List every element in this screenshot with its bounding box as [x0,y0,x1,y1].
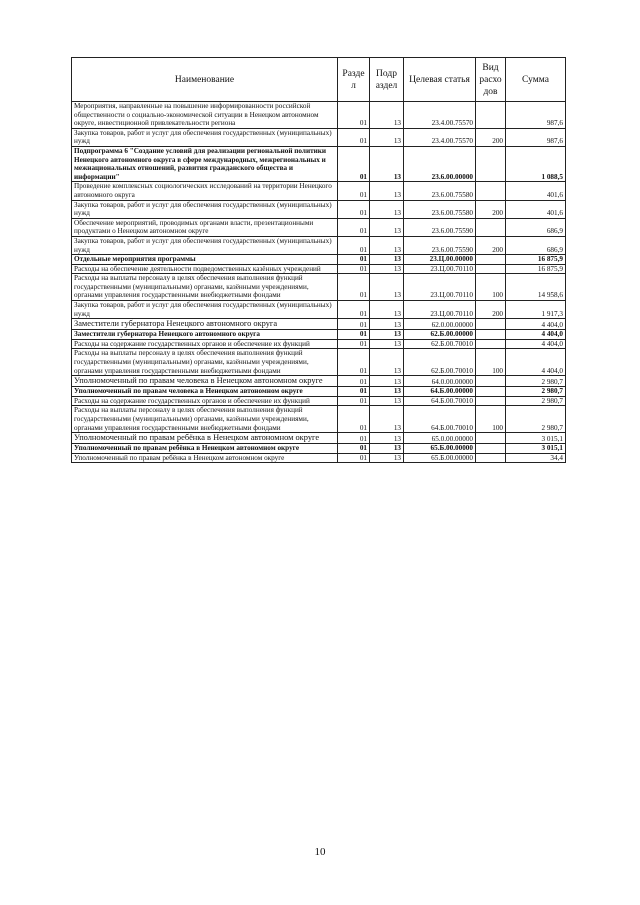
row-name: Закупка товаров, работ и услуг для обеспечения государственных (муниципальных) нужд [72,128,338,146]
row-razdel: 01 [338,301,370,319]
row-podrazdel: 13 [370,433,404,444]
row-name: Расходы на выплаты персоналу в целях обеспечения выполнения функций государственными (муниципальными) органами, казёнными учреждениями, органами управления государственными внебюджетными фондами [72,274,338,301]
row-name: Мероприятия, направленные на повышение информированности российской общественности о социально-экономической ситуации в Ненецком автономном округе, инвестиционной привлекательности региона [72,102,338,129]
header-sum: Сумма [506,58,566,102]
row-razdel: 01 [338,396,370,406]
table-row [72,319,566,330]
row-razdel: 01 [338,453,370,463]
row-target-article: 62.Б.00.70010 [404,339,476,349]
row-podrazdel: 13 [370,339,404,349]
row-target-article: 23.Ц.00.70110 [404,264,476,274]
row-sum: 987,6 [506,102,566,129]
row-razdel: 01 [338,330,370,340]
row-name: Уполномоченный по правам человека в Ненецком автономном округе [72,376,338,387]
row-name: Уполномоченный по правам ребёнка в Ненецком автономном округе [72,444,338,454]
table-row [72,255,566,265]
row-expense-type: 100 [476,349,506,376]
row-sum: 14 958,6 [506,274,566,301]
row-expense-type [476,396,506,406]
row-expense-type [476,387,506,397]
table-header-row [72,58,566,102]
row-name: Расходы на выплаты персоналу в целях обеспечения выполнения функций государственными (муниципальными) органами, казёнными учреждениями, органами управления государственными внебюджетными фондами [72,349,338,376]
table-row [72,433,566,444]
row-razdel: 01 [338,236,370,254]
row-razdel: 01 [338,433,370,444]
row-podrazdel: 13 [370,301,404,319]
row-target-article: 64.Б.00.70010 [404,396,476,406]
page-number: 10 [314,846,326,858]
row-expense-type [476,102,506,129]
row-sum: 401,6 [506,200,566,218]
row-sum: 2 980,7 [506,387,566,397]
table-row [72,128,566,146]
row-sum: 987,6 [506,128,566,146]
row-target-article: 23.4.00.75570 [404,102,476,129]
row-name: Закупка товаров, работ и услуг для обеспечения государственных (муниципальных) нужд [72,236,338,254]
row-razdel: 01 [338,218,370,236]
row-sum: 4 404,0 [506,330,566,340]
row-target-article: 23.6.00.75590 [404,236,476,254]
row-target-article: 23.Ц.00.70110 [404,301,476,319]
row-name: Подпрограмма 6 "Создание условий для реализации региональной политики Ненецкого автономного округа в сфере международных, межрегиональных и межнациональных отношений, развития гражданского общества и информации" [72,146,338,181]
row-target-article: 23.6.00.00000 [404,146,476,181]
table-row [72,218,566,236]
row-razdel: 01 [338,128,370,146]
row-expense-type: 100 [476,274,506,301]
row-razdel: 01 [338,182,370,200]
row-podrazdel: 13 [370,387,404,397]
header-razdel: Разде л [338,58,370,102]
row-razdel: 01 [338,376,370,387]
row-target-article: 23.4.00.75570 [404,128,476,146]
row-expense-type [476,444,506,454]
row-expense-type [476,264,506,274]
row-target-article: 62.Б.00.00000 [404,330,476,340]
row-target-article: 23.Ц.00.70110 [404,274,476,301]
table-row [72,387,566,397]
row-name: Обеспечение мероприятий, проводимых органами власти, презентационными продуктами о Ненецком автономном округе [72,218,338,236]
row-name: Расходы на обеспечение деятельности подведомственных казённых учреждений [72,264,338,274]
row-podrazdel: 13 [370,102,404,129]
table-row [72,274,566,301]
header-name: Наименование [72,58,338,102]
row-podrazdel: 13 [370,349,404,376]
row-target-article: 64.Б.00.00000 [404,387,476,397]
row-podrazdel: 13 [370,319,404,330]
row-target-article: 64.Б.00.70010 [404,406,476,433]
row-podrazdel: 13 [370,274,404,301]
row-sum: 16 875,9 [506,255,566,265]
row-podrazdel: 13 [370,218,404,236]
row-razdel: 01 [338,102,370,129]
row-name: Уполномоченный по правам человека в Ненецком автономном округе [72,387,338,397]
row-podrazdel: 13 [370,255,404,265]
table-row [72,146,566,181]
row-name: Проведение комплексных социологических исследований на территории Ненецкого автономного округа [72,182,338,200]
row-razdel: 01 [338,387,370,397]
row-name: Расходы на содержание государственных органов и обеспечение их функций [72,339,338,349]
row-podrazdel: 13 [370,146,404,181]
row-sum: 2 980,7 [506,396,566,406]
table-body [72,102,566,463]
table-row [72,102,566,129]
row-expense-type [476,218,506,236]
budget-table [71,57,566,463]
row-sum: 3 015,1 [506,433,566,444]
row-target-article: 65.Б.00.00000 [404,444,476,454]
table-row [72,406,566,433]
table-row [72,444,566,454]
row-target-article: 62.0.00.00000 [404,319,476,330]
row-podrazdel: 13 [370,128,404,146]
row-target-article: 62.Б.00.70010 [404,349,476,376]
row-podrazdel: 13 [370,236,404,254]
row-sum: 3 015,1 [506,444,566,454]
row-razdel: 01 [338,319,370,330]
row-expense-type: 200 [476,236,506,254]
row-razdel: 01 [338,444,370,454]
table-row [72,264,566,274]
row-expense-type [476,433,506,444]
table-row [72,301,566,319]
row-podrazdel: 13 [370,406,404,433]
row-target-article: 64.0.00.00000 [404,376,476,387]
row-podrazdel: 13 [370,453,404,463]
row-name: Расходы на содержание государственных органов и обеспечение их функций [72,396,338,406]
row-expense-type [476,339,506,349]
row-target-article: 65.0.00.00000 [404,433,476,444]
row-sum: 686,9 [506,236,566,254]
row-razdel: 01 [338,349,370,376]
row-name: Расходы на выплаты персоналу в целях обеспечения выполнения функций государственными (муниципальными) органами, казёнными учреждениями, органами управления государственными внебюджетными фондами [72,406,338,433]
row-expense-type [476,146,506,181]
row-sum: 4 404,0 [506,319,566,330]
table-row [72,236,566,254]
header-vid: Вид расхо дов [476,58,506,102]
table-row [72,339,566,349]
table-row [72,396,566,406]
row-sum: 1 088,5 [506,146,566,181]
row-expense-type [476,453,506,463]
row-podrazdel: 13 [370,444,404,454]
row-podrazdel: 13 [370,396,404,406]
header-podrazdel: Подр аздел [370,58,404,102]
table-row [72,182,566,200]
table-row [72,349,566,376]
row-podrazdel: 13 [370,264,404,274]
row-sum: 1 917,3 [506,301,566,319]
row-sum: 2 980,7 [506,406,566,433]
row-sum: 34,4 [506,453,566,463]
table-row [72,453,566,463]
row-expense-type [476,330,506,340]
row-target-article: 23.6.00.75590 [404,218,476,236]
row-name: Уполномоченный по правам ребёнка в Ненецком автономном округе [72,433,338,444]
row-expense-type: 200 [476,200,506,218]
row-target-article: 23.Ц.00.00000 [404,255,476,265]
row-name: Заместители губернатора Ненецкого автономного округа [72,319,338,330]
row-razdel: 01 [338,255,370,265]
row-podrazdel: 13 [370,182,404,200]
row-name: Уполномоченный по правам ребёнка в Ненецком автономном округе [72,453,338,463]
row-podrazdel: 13 [370,330,404,340]
row-sum: 4 404,0 [506,349,566,376]
row-name: Закупка товаров, работ и услуг для обеспечения государственных (муниципальных) нужд [72,200,338,218]
row-name: Отдельные мероприятия программы [72,255,338,265]
row-razdel: 01 [338,200,370,218]
row-razdel: 01 [338,264,370,274]
row-podrazdel: 13 [370,200,404,218]
row-target-article: 23.6.00.75580 [404,200,476,218]
row-expense-type [476,319,506,330]
row-sum: 401,6 [506,182,566,200]
row-razdel: 01 [338,146,370,181]
row-name: Закупка товаров, работ и услуг для обеспечения государственных (муниципальных) нужд [72,301,338,319]
row-razdel: 01 [338,274,370,301]
table-row [72,200,566,218]
row-expense-type [476,376,506,387]
row-name: Заместители губернатора Ненецкого автономного округа [72,330,338,340]
row-sum: 16 875,9 [506,264,566,274]
row-expense-type [476,182,506,200]
row-expense-type: 200 [476,301,506,319]
row-expense-type: 200 [476,128,506,146]
row-sum: 2 980,7 [506,376,566,387]
header-target: Целевая статья [404,58,476,102]
row-expense-type: 100 [476,406,506,433]
row-razdel: 01 [338,339,370,349]
row-target-article: 65.Б.00.00000 [404,453,476,463]
row-podrazdel: 13 [370,376,404,387]
table-row [72,376,566,387]
row-razdel: 01 [338,406,370,433]
row-target-article: 23.6.00.75580 [404,182,476,200]
row-sum: 4 404,0 [506,339,566,349]
table-row [72,330,566,340]
row-expense-type [476,255,506,265]
row-sum: 686,9 [506,218,566,236]
